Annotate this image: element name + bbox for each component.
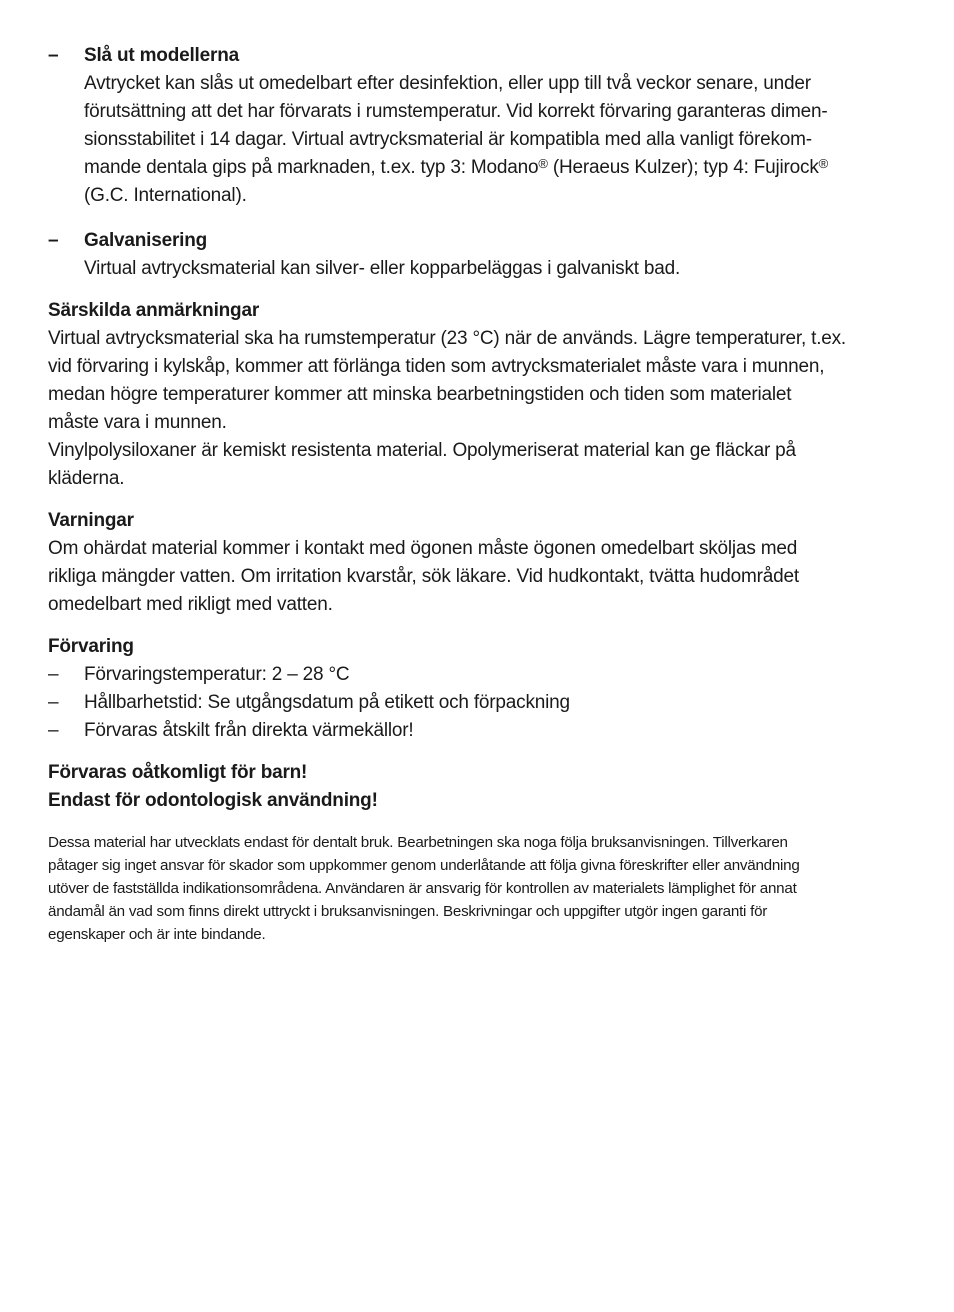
text-line [84,154,908,182]
text-line: måste vara i munnen. [48,412,227,433]
warning-children: Förvaras oåtkomligt för barn! [48,762,308,783]
warning-dental-use: Endast för odontologisk användning! [48,790,378,811]
list-item-text: Förvaringstemperatur: 2 – 28 °C [84,664,350,685]
text-line: Avtrycket kan slås ut omedelbart efter desinfektion, eller upp till två veckor senare, under [84,73,811,94]
document-page [48,42,908,946]
text-line: vid förvaring i kylskåp, kommer att förlänga tiden som avtrycksmaterialet måste vara i munnen, [48,356,825,377]
section-title: Varningar [48,510,134,531]
section-slaa-ut-modellerna [48,42,908,210]
list-dash: – [48,664,59,685]
registered-mark: ® [538,156,548,171]
list-item-text: Hållbarhetstid: Se utgångsdatum på etikett och förpackning [84,692,570,713]
text-line: rikliga mängder vatten. Om irritation kvarstår, sök läkare. Vid hudkontakt, tvätta hudområdet [48,566,799,587]
list-dash: – [48,230,59,251]
list-dash: – [48,45,59,66]
text-line: kläderna. [48,468,125,489]
text-line: Vinylpolysiloxaner är kemiskt resistenta material. Opolymeriserat material kan ge fläckar på [48,440,796,461]
list-item [48,661,908,689]
section-sarskilda-anmarkningar [48,297,908,493]
disclaimer-line: ändamål än vad som finns direkt uttryckt i bruksanvisningen. Beskrivningar och uppgifter utgör ingen garanti för [48,903,768,920]
section-title: Galvanisering [84,230,208,251]
disclaimer-line: påtager sig inget ansvar för skador som uppkommer genom underlåtande att följa givna föreskrifter eller användning [48,857,800,874]
section-title: Särskilda anmärkningar [48,300,260,321]
section-title: Förvaring [48,636,134,657]
text-line: Om ohärdat material kommer i kontakt med ögonen måste ögonen omedelbart sköljas med [48,538,798,559]
section-galvanisering [48,227,908,283]
text-fragment: (Heraeus Kulzer); typ 4: Fujirock [547,157,819,178]
disclaimer-line: Dessa material har utvecklats endast för dentalt bruk. Bearbetningen ska noga följa bruksanvisningen. Tillverkaren [48,834,788,851]
text-line: (G.C. International). [84,185,247,206]
disclaimer-line: egenskaper och är inte bindande. [48,926,266,943]
section-title: Slå ut modellerna [84,45,239,66]
bold-warnings [48,759,908,815]
disclaimer [48,831,908,946]
text-line: medan högre temperaturer kommer att minska bearbetningstiden och tiden som materialet [48,384,792,405]
list-dash: – [48,692,59,713]
text-line: Virtual avtrycksmaterial ska ha rumstemperatur (23 °C) när de används. Lägre temperaturer, t.ex. [48,328,847,349]
list-dash: – [48,720,59,741]
text-line: förutsättning att det har förvarats i rumstemperatur. Vid korrekt förvaring garanteras dimen- [84,101,828,122]
section-varningar [48,507,908,619]
registered-mark: ® [818,156,829,171]
text-line: Virtual avtrycksmaterial kan silver- eller kopparbeläggas i galvaniskt bad. [84,258,681,279]
disclaimer-line: utöver de fastställda indikationsområdena. Användaren är ansvarig för kontrollen av materialets lämplighet för annat [48,880,797,897]
list-item-text: Förvaras åtskilt från direkta värmekällor! [84,720,414,741]
text-line: omedelbart med rikligt med vatten. [48,594,333,615]
text-fragment: mande dentala gips på marknaden, t.ex. typ 3: Modano [84,157,539,178]
text-line: sionsstabilitet i 14 dagar. Virtual avtrycksmaterial är kompatibla med alla vanligt förekom- [84,129,812,150]
list-item [48,689,908,717]
section-forvaring [48,633,908,745]
list-item [48,717,908,745]
